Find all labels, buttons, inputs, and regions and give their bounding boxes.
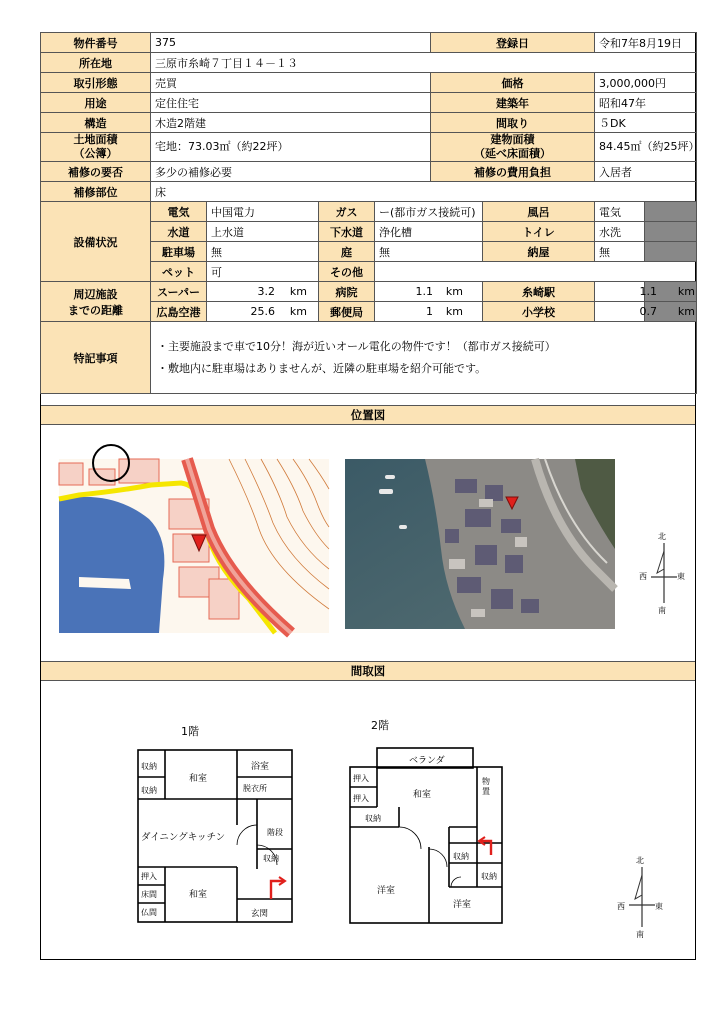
room-storage: 収納 — [453, 852, 469, 861]
value-land-area: 宅地：73.03㎡（約22坪） — [151, 133, 431, 162]
label-usage: 用途 — [41, 93, 151, 113]
compass-east: 東 — [677, 572, 685, 581]
floor1-plan — [137, 749, 297, 925]
gray-cell — [645, 222, 697, 242]
dist-name-supermarket: スーパー — [151, 282, 207, 302]
room-washitsu: 和室 — [413, 790, 432, 800]
equip-value-other — [375, 262, 697, 282]
label-built-year: 建築年 — [431, 93, 595, 113]
room-washitsu: 和室 — [189, 774, 208, 784]
label-repair-part: 補修部位 — [41, 182, 151, 202]
label-land-area-line2: （公簿） — [73, 147, 118, 160]
label-land-area-line1: 土地面積 — [73, 133, 118, 146]
label-equipment: 設備状況 — [41, 202, 151, 282]
room-storage: 収納 — [263, 854, 279, 863]
dist-value-supermarket — [207, 282, 319, 302]
compass-icon — [639, 531, 687, 615]
location-map-header: 位置図 — [41, 405, 695, 425]
dist-number: 1.1 — [639, 285, 657, 298]
label-building-area — [431, 133, 595, 162]
equipment-row-1 — [41, 202, 697, 222]
row-area — [41, 133, 697, 162]
label-layout: 間取り — [431, 113, 595, 133]
floor2-plan — [349, 747, 505, 925]
equip-value-sewer: 浄化槽 — [375, 222, 483, 242]
row-address — [41, 53, 697, 73]
room-washitsu: 和室 — [189, 890, 208, 900]
value-usage: 定住住宅 — [151, 93, 431, 113]
equip-label-electricity: 電気 — [151, 202, 207, 222]
room-storeroom: 物置 — [482, 777, 490, 796]
dist-unit: km — [677, 285, 695, 298]
room-western: 洋室 — [453, 900, 472, 910]
label-structure: 構造 — [41, 113, 151, 133]
equip-value-water: 上水道 — [207, 222, 319, 242]
value-repair-cost: 入居者 — [595, 162, 697, 182]
equip-label-garden: 庭 — [319, 242, 375, 262]
dist-number: 1.1 — [415, 285, 433, 298]
compass-south: 南 — [658, 606, 666, 615]
gray-cell — [645, 242, 697, 262]
notes-content — [151, 322, 697, 394]
value-repair-part: 床 — [151, 182, 697, 202]
dist-unit: km — [677, 305, 695, 318]
equip-value-barn: 無 — [595, 242, 645, 262]
equip-value-electricity: 中国電力 — [207, 202, 319, 222]
room-veranda: ベランダ — [409, 756, 445, 766]
dist-number: 0.7 — [639, 305, 657, 318]
row-repair — [41, 162, 697, 182]
equip-label-bath: 風呂 — [483, 202, 595, 222]
equip-value-pet: 可 — [207, 262, 319, 282]
room-storage: 収納 — [481, 872, 497, 881]
floor2-label: 2階 — [371, 719, 389, 732]
label-distance — [41, 282, 151, 322]
compass-west: 西 — [617, 902, 625, 911]
dist-unit: km — [289, 305, 307, 318]
label-land-area — [41, 133, 151, 162]
label-repair-need: 補修の要否 — [41, 162, 151, 182]
row-usage — [41, 93, 697, 113]
equip-label-toilet: トイレ — [483, 222, 595, 242]
label-address: 所在地 — [41, 53, 151, 73]
property-sheet — [40, 32, 700, 960]
dist-name-station: 糸崎駅 — [483, 282, 595, 302]
compass-west: 西 — [639, 572, 647, 581]
dist-number: 25.6 — [250, 305, 275, 318]
dist-number: 3.2 — [257, 285, 275, 298]
room-closet: 押入 — [353, 774, 369, 783]
equip-label-gas: ガス — [319, 202, 375, 222]
room-stairs: 階段 — [267, 828, 283, 837]
compass-east: 東 — [655, 902, 663, 911]
equip-value-garden: 無 — [375, 242, 483, 262]
equip-label-barn: 納屋 — [483, 242, 595, 262]
distance-row-1 — [41, 282, 697, 302]
dist-name-airport: 広島空港 — [151, 302, 207, 322]
label-property-number: 物件番号 — [41, 33, 151, 53]
note-line-1: ・主要施設まで車で10分！海が近いオール電化の物件です！（都市ガス接続可） — [157, 339, 556, 353]
compass-icon — [617, 855, 665, 939]
value-price: 3,000,000円 — [595, 73, 697, 93]
street-map — [59, 459, 329, 633]
label-registration-date: 登録日 — [431, 33, 595, 53]
room-storage: 収納 — [141, 786, 157, 795]
value-structure: 木造2階建 — [151, 113, 431, 133]
row-transaction — [41, 73, 697, 93]
dist-unit: km — [289, 285, 307, 298]
dist-value-airport — [207, 302, 319, 322]
dist-unit: km — [445, 285, 463, 298]
equip-label-pet: ペット — [151, 262, 207, 282]
room-western: 洋室 — [377, 886, 396, 896]
equip-label-sewer: 下水道 — [319, 222, 375, 242]
compass-north: 北 — [658, 532, 666, 541]
value-property-number: 375 — [151, 33, 431, 53]
room-entrance: 玄関 — [251, 909, 269, 919]
equip-label-parking: 駐車場 — [151, 242, 207, 262]
room-tokonoma: 床間 — [141, 890, 157, 899]
value-transaction-type: 売買 — [151, 73, 431, 93]
value-layout: ５DK — [595, 113, 697, 133]
dist-unit: km — [445, 305, 463, 318]
notes-row — [41, 322, 697, 394]
value-repair-need: 多少の補修必要 — [151, 162, 431, 182]
room-storage: 収納 — [141, 762, 157, 771]
room-butsuma: 仏間 — [141, 908, 157, 917]
row-repair-part — [41, 182, 697, 202]
room-storage: 収納 — [365, 814, 381, 823]
value-address: 三原市糸崎７丁目１４－１３ — [151, 53, 697, 73]
floor-plan-header: 間取図 — [41, 661, 695, 681]
dist-number: 1 — [426, 305, 433, 318]
dist-name-school: 小学校 — [483, 302, 595, 322]
aerial-photo — [345, 459, 615, 629]
room-closet: 押入 — [353, 794, 369, 803]
label-distance-line2: までの距離 — [68, 303, 123, 317]
equip-value-toilet: 水洗 — [595, 222, 645, 242]
equip-value-parking: 無 — [207, 242, 319, 262]
equip-value-gas: ー(都市ガス接続可) — [375, 202, 483, 222]
property-info-table — [40, 32, 700, 394]
dist-value-station — [595, 282, 695, 302]
value-registration-date: 令和7年8月19日 — [595, 33, 697, 53]
value-building-area: 84.45㎡（約25坪） — [595, 133, 697, 162]
room-closet: 押入 — [141, 872, 157, 881]
row-structure — [41, 113, 697, 133]
equip-value-bath: 電気 — [595, 202, 645, 222]
equip-label-other: その他 — [319, 262, 375, 282]
dist-value-post-office — [375, 302, 483, 322]
compass-north: 北 — [636, 856, 644, 865]
label-building-area-line1: 建物面積 — [490, 133, 535, 146]
label-distance-line1: 周辺施設 — [73, 287, 118, 301]
dist-value-hospital — [375, 282, 483, 302]
label-building-area-line2: （延べ床面積） — [474, 147, 551, 160]
floor1-label: 1階 — [181, 725, 199, 738]
gray-cell — [645, 202, 697, 222]
dist-value-school — [595, 302, 695, 322]
label-price: 価格 — [431, 73, 595, 93]
dist-name-post-office: 郵便局 — [319, 302, 375, 322]
dist-name-hospital: 病院 — [319, 282, 375, 302]
row-property-number — [41, 33, 697, 53]
label-notes: 特記事項 — [41, 322, 151, 394]
label-transaction-type: 取引形態 — [41, 73, 151, 93]
room-dressing: 脱衣所 — [243, 784, 267, 793]
room-dining-kitchen: ダイニングキッチン — [141, 832, 226, 843]
equip-label-water: 水道 — [151, 222, 207, 242]
label-repair-cost: 補修の費用負担 — [431, 162, 595, 182]
room-bathroom: 浴室 — [251, 762, 270, 772]
compass-south: 南 — [636, 930, 644, 939]
value-built-year: 昭和47年 — [595, 93, 697, 113]
note-line-2: ・敷地内に駐車場はありませんが、近隣の駐車場を紹介可能です。 — [157, 361, 487, 375]
